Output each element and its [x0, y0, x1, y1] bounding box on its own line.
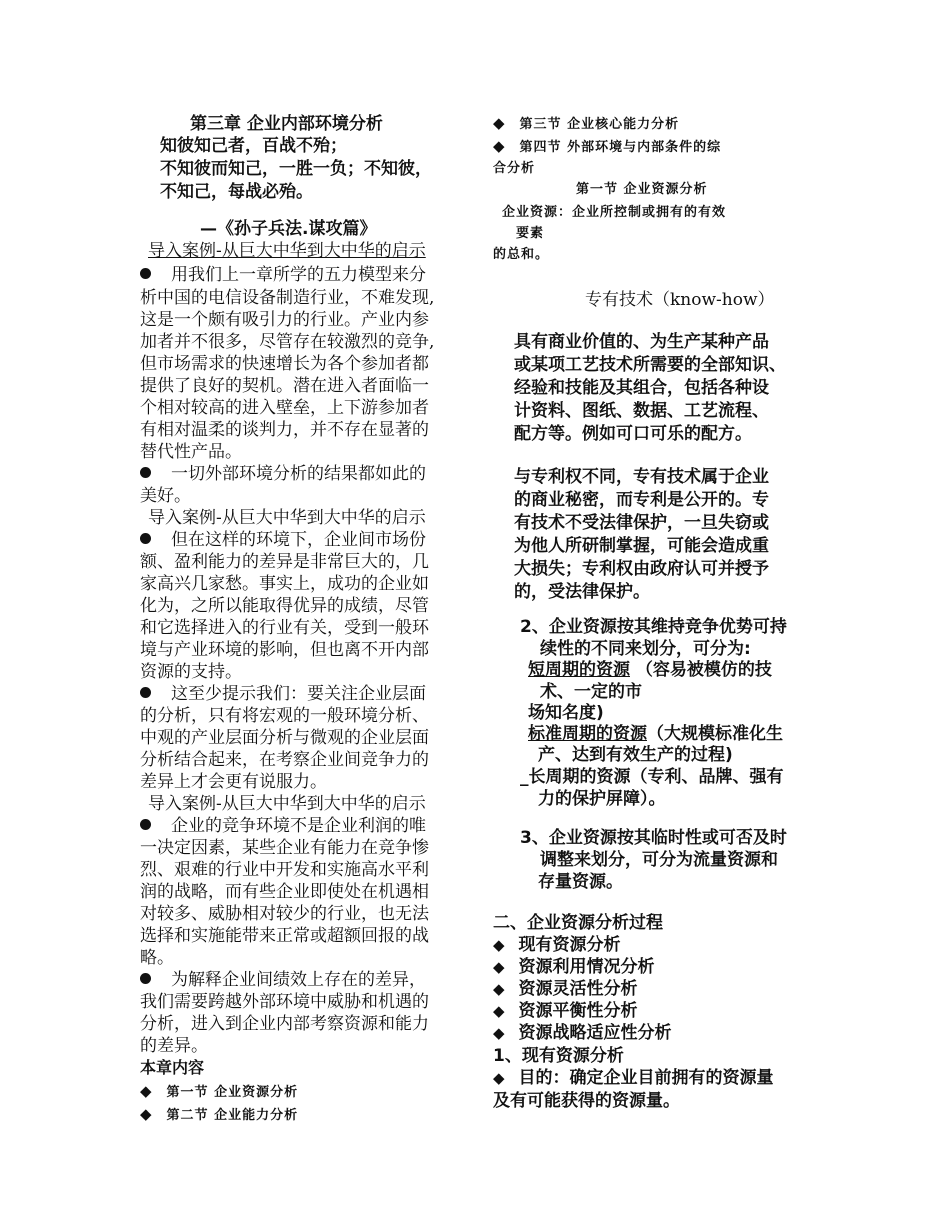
bullet-dot-icon	[140, 268, 151, 279]
paragraph-line: 这是一个颇有吸引力的行业。产业内参	[140, 310, 429, 330]
bullet-dot-icon	[140, 533, 151, 544]
paragraph-line: 为他人所研制掌握，可能会造成重	[514, 536, 769, 556]
process-item[interactable]	[493, 1025, 672, 1042]
diamond-bullet-icon: ◆	[493, 1069, 505, 1087]
quote-source: —《孙子兵法.谋攻篇》	[200, 219, 377, 239]
contents-heading: 本章内容	[140, 1058, 205, 1077]
paragraph-line: 我们需要跨越外部环境中威胁和机遇的	[140, 992, 429, 1012]
paragraph-line: 境与产业环境的影响，但也离不开内部	[140, 640, 429, 660]
item-2-line: 续性的不同来划分，可分为:	[540, 639, 751, 659]
paragraph-line: 和它选择进入的行业有关，受到一般环	[140, 618, 429, 638]
paragraph-line: 有技术不受法律保护，一旦失窃或	[514, 513, 769, 533]
paragraph-line: 析中国的电信设备制造行业，不难发现,	[140, 288, 435, 308]
contents-item[interactable]	[140, 1107, 298, 1122]
paragraph-line: 美好。	[140, 486, 191, 506]
short-term-label: 短周期的资源	[528, 660, 630, 680]
quote-line: 不知彼而知己，一胜一负；不知彼，	[160, 159, 432, 179]
bullet-dot-icon	[140, 819, 151, 830]
bullet-dot-icon	[140, 687, 151, 698]
line-text: 用我们上一章所学的五力模型来分	[171, 265, 426, 285]
bullet-dot-icon	[140, 467, 151, 478]
standard-term-resource	[528, 726, 783, 743]
quote-line: 不知己，每战必殆。	[160, 182, 313, 202]
case-title: 导入案例-从巨大中华到大中华的启示	[148, 794, 426, 814]
paragraph-line: 选择和实施能带来正常或超额回报的战	[140, 926, 429, 946]
bullet-dot-icon	[140, 973, 151, 984]
contents-item-label: 第一节 企业资源分析	[166, 1085, 299, 1100]
contents-item[interactable]	[493, 116, 679, 131]
paragraph-line: 配方等。例如可口可乐的配方。	[514, 424, 752, 444]
short-term-resource	[528, 662, 772, 679]
paragraph-line: 分析结合起来，在考察企业间竞争力的	[140, 750, 429, 770]
definition-line: 的总和。	[493, 247, 550, 262]
process-item[interactable]	[493, 1003, 638, 1020]
paragraph-line: 但市场需求的快速增长为各个参加者都	[140, 354, 429, 374]
paragraph-line: 略。	[140, 948, 174, 968]
contents-item-label: 第四节 外部环境与内部条件的综	[519, 140, 722, 155]
line-text: 一切外部环境分析的结果都如此的	[171, 464, 426, 484]
section-title: 第一节 企业资源分析	[576, 182, 708, 197]
process-item-label: 资源利用情况分析	[518, 957, 655, 977]
paragraph-line: 分析，进入到企业内部考察资源和能力	[140, 1014, 429, 1034]
short-term-desc: （容易被模仿的技	[630, 660, 772, 680]
chapter-title: 第三章 企业内部环境分析	[190, 114, 383, 134]
contents-item-label: 第三节 企业核心能力分析	[519, 117, 680, 132]
short-term-line: 场知名度)	[528, 703, 604, 723]
process-title: 二、企业资源分析过程	[493, 913, 663, 933]
paragraph-line: 资源的支持。	[140, 662, 242, 682]
case-title: 导入案例-从巨大中华到大中华的启示	[148, 508, 426, 528]
contents-item[interactable]	[493, 139, 721, 154]
long-term-line: 力的保护屏障）。	[538, 789, 666, 809]
paragraph-line: 加者并不很多，尽管存在较激烈的竞争,	[140, 332, 435, 352]
case-title: 导入案例-从巨大中华到大中华的启示	[148, 241, 426, 261]
paragraph-line: 的差异。	[140, 1036, 208, 1056]
process-item[interactable]	[493, 981, 638, 998]
purpose-line	[493, 1070, 774, 1087]
paragraph-line: 化为，之所以能取得优异的成绩，尽管	[140, 596, 429, 616]
definition-line: 要素	[516, 226, 545, 241]
contents-item-continued: 合分析	[493, 161, 536, 176]
process-item[interactable]	[493, 937, 621, 954]
process-item-label: 资源战略适应性分析	[518, 1023, 672, 1043]
item-3-line: 3、企业资源按其临时性或可否及时	[520, 828, 787, 848]
quote-line: 知彼知己者，百战不殆；	[160, 136, 347, 156]
diamond-bullet-icon: ◆	[493, 1024, 505, 1042]
diamond-bullet-icon: ◆	[493, 980, 505, 998]
paragraph-line	[140, 972, 426, 989]
paragraph-line: 一决定因素，某些企业有能力在竞争惨	[140, 838, 429, 858]
paragraph-line: 或某项工艺技术所需要的全部知识、	[514, 355, 786, 375]
line-text: 但在这样的环境下，企业间市场份	[171, 530, 426, 550]
diamond-bullet-icon: ◆	[493, 936, 505, 954]
contents-item[interactable]	[140, 1084, 298, 1099]
paragraph-line	[140, 267, 426, 284]
diamond-bullet-icon: ◆	[493, 958, 505, 976]
paragraph-line: 差异上才会更有说服力。	[140, 772, 327, 792]
subsection-title: 1、现有资源分析	[493, 1046, 624, 1066]
process-item-label: 现有资源分析	[518, 935, 621, 955]
long-term-prefix: _	[520, 767, 529, 787]
knowhow-title: 专有技术（know-how）	[585, 290, 775, 310]
paragraph-line: 烈、艰难的行业中开发和实施高水平利	[140, 860, 429, 880]
diamond-bullet-icon: ◆	[140, 1105, 153, 1123]
short-term-line: 术、一定的市	[540, 682, 642, 702]
definition-line: 企业资源：企业所控制或拥有的有效	[502, 205, 727, 220]
paragraph-line: 家高兴几家愁。事实上，成功的企业如	[140, 574, 429, 594]
paragraph-line	[140, 466, 426, 483]
item-3-line: 存量资源。	[538, 872, 623, 892]
paragraph-line	[140, 532, 426, 549]
diamond-bullet-icon: ◆	[493, 137, 506, 155]
paragraph-line: 润的战略，而有些企业即使处在机遇相	[140, 882, 429, 902]
process-item-label: 资源平衡性分析	[518, 1001, 638, 1021]
paragraph-line: 有相对温柔的谈判力，并不存在显著的	[140, 420, 429, 440]
contents-item-label: 第二节 企业能力分析	[166, 1108, 299, 1123]
paragraph-line: 替代性产品。	[140, 442, 242, 462]
paragraph-line: 提供了良好的契机。潜在进入者面临一	[140, 376, 429, 396]
long-term-resource	[520, 769, 784, 786]
long-term-desc: 长周期的资源（专利、品牌、强有	[528, 767, 784, 787]
diamond-bullet-icon: ◆	[493, 114, 506, 132]
purpose-text: 目的：确定企业目前拥有的资源量	[518, 1068, 774, 1088]
standard-term-line: 产、达到有效生产的过程)	[538, 745, 733, 765]
line-text: 为解释企业间绩效上存在的差异，	[171, 970, 426, 990]
paragraph-line: 计资料、图纸、数据、工艺流程、	[514, 401, 769, 421]
purpose-line: 及有可能获得的资源量。	[493, 1091, 680, 1111]
standard-term-desc: （大规模标准化生	[647, 724, 783, 744]
diamond-bullet-icon: ◆	[493, 1002, 505, 1020]
line-text: 这至少提示我们：要关注企业层面	[171, 684, 426, 704]
paragraph-line: 对较多、威胁相对较少的行业，也无法	[140, 904, 429, 924]
item-2-line: 2、企业资源按其维持竞争优势可持	[520, 617, 787, 637]
diamond-bullet-icon: ◆	[140, 1082, 153, 1100]
paragraph-line	[140, 818, 426, 835]
paragraph-line: 大损失；专利权由政府认可并授予	[514, 559, 769, 579]
process-item[interactable]	[493, 959, 655, 976]
paragraph-line: 与专利权不同，专有技术属于企业	[514, 467, 769, 487]
paragraph-line: 额、盈利能力的差异是非常巨大的，几	[140, 552, 429, 572]
paragraph-line: 的商业秘密，而专利是公开的。专	[514, 490, 769, 510]
paragraph-line: 中观的产业层面分析与微观的企业层面	[140, 728, 429, 748]
paragraph-line	[140, 686, 426, 703]
process-item-label: 资源灵活性分析	[518, 979, 638, 999]
paragraph-line: 的，受法律保护。	[514, 582, 650, 602]
paragraph-line: 的分析，只有将宏观的一般环境分析、	[140, 706, 429, 726]
standard-term-label: 标准周期的资源	[528, 724, 647, 744]
paragraph-line: 经验和技能及其组合，包括各种设	[514, 378, 769, 398]
paragraph-line: 具有商业价值的、为生产某种产品	[514, 332, 769, 352]
paragraph-line: 个相对较高的进入壁垒，上下游参加者	[140, 398, 429, 418]
item-3-line: 调整来划分，可分为流量资源和	[540, 850, 778, 870]
line-text: 企业的竞争环境不是企业利润的唯	[171, 816, 426, 836]
